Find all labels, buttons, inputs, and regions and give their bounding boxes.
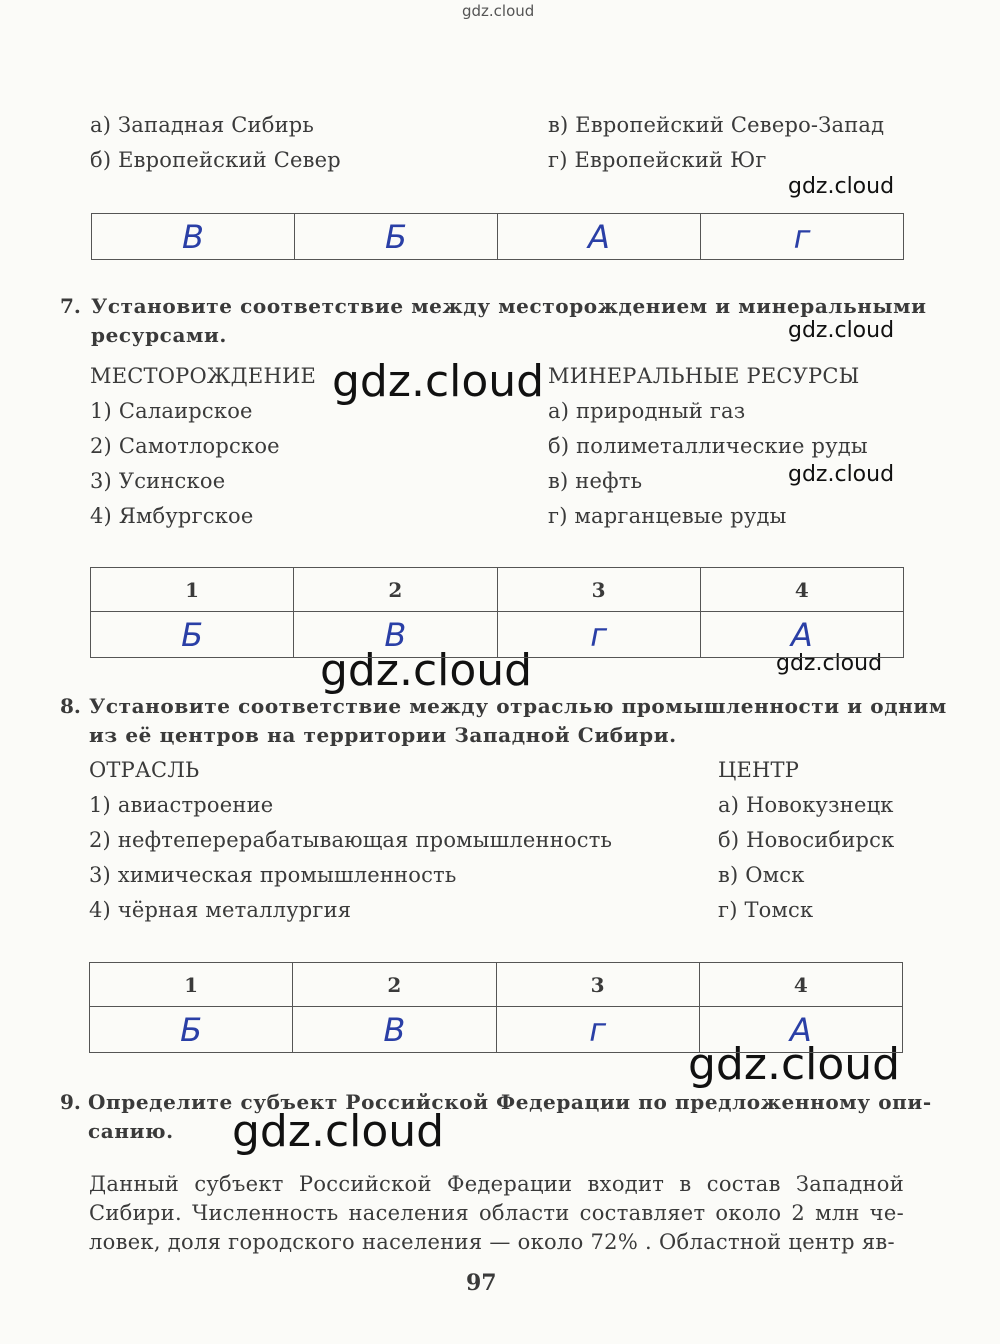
q7-answer-2: В: [294, 612, 497, 658]
q6-option-a: а) Западная Сибирь: [90, 113, 315, 137]
q8-right-item: г) Томск: [718, 898, 814, 922]
q7-answer-4: А: [700, 612, 903, 658]
watermark: gdz.cloud: [232, 1106, 445, 1157]
q9-text-line1: Определите субъект Российской Федерации по предложенному опи-: [88, 1090, 932, 1114]
q7-number: 7.: [60, 294, 81, 318]
q7-text-line2: ресурсами.: [91, 323, 227, 347]
q6-option-b: б) Европейский Север: [90, 148, 341, 172]
q8-table-header: 1: [90, 963, 293, 1007]
q6-answer-3: А: [498, 214, 701, 260]
q7-table-header: 3: [497, 568, 700, 612]
watermark: gdz.cloud: [688, 1039, 901, 1090]
q8-text-line2: из её центров на территории Западной Сибири.: [89, 723, 677, 747]
watermark: gdz.cloud: [776, 651, 883, 676]
q8-answer-table: [89, 962, 903, 1053]
q7-right-item: в) нефть: [548, 469, 643, 493]
q6-answer-4: г: [701, 214, 904, 260]
q8-left-item: 4) чёрная металлургия: [89, 898, 352, 922]
q8-answer-3: г: [496, 1007, 699, 1053]
watermark: gdz.cloud: [320, 645, 533, 696]
q7-table-header: 2: [294, 568, 497, 612]
q8-answer-2: В: [293, 1007, 496, 1053]
q8-table-header: 4: [699, 963, 902, 1007]
q7-left-item: 1) Салаирское: [90, 399, 253, 423]
q8-right-item: а) Новокузнецк: [718, 793, 894, 817]
watermark: gdz.cloud: [788, 318, 895, 343]
q7-answer-3: г: [497, 612, 700, 658]
q8-left-item: 2) нефтеперерабатывающая промышленность: [89, 828, 613, 852]
q9-number: 9.: [60, 1090, 81, 1114]
q9-description: Данный субъект Российской Федерации входит в состав Западной Сибири. Численность населения области составляет около 2 млн че-ловек, доля городского населения — около 72% . Областной центр яв-: [89, 1172, 904, 1254]
q7-left-header: МЕСТОРОЖДЕНИЕ: [90, 364, 317, 388]
q6-answer-2: Б: [295, 214, 498, 260]
q6-answer-table: [91, 213, 904, 260]
q7-right-item: б) полиметаллические руды: [548, 434, 868, 458]
q8-left-header: ОТРАСЛЬ: [89, 758, 200, 782]
q7-right-item: г) марганцевые руды: [548, 504, 787, 528]
watermark: gdz.cloud: [788, 174, 895, 199]
watermark-top: gdz.cloud: [462, 2, 535, 20]
q6-option-v: в) Европейский Северо-Запад: [548, 113, 885, 137]
q8-right-header: ЦЕНТР: [718, 758, 800, 782]
q7-table-header: 4: [700, 568, 903, 612]
q7-answer-table: [90, 567, 904, 658]
q7-left-item: 3) Усинское: [90, 469, 226, 493]
watermark: gdz.cloud: [332, 356, 545, 407]
q8-answer-4: А: [699, 1007, 902, 1053]
q6-answer-1: В: [92, 214, 295, 260]
q9-text-line2: санию.: [88, 1119, 174, 1143]
q8-right-item: в) Омск: [718, 863, 805, 887]
q8-left-item: 1) авиастроение: [89, 793, 274, 817]
q8-left-item: 3) химическая промышленность: [89, 863, 457, 887]
q8-right-item: б) Новосибирск: [718, 828, 895, 852]
q7-table-header: 1: [91, 568, 294, 612]
q8-number: 8.: [60, 694, 81, 718]
q7-right-header: МИНЕРАЛЬНЫЕ РЕСУРСЫ: [548, 364, 860, 388]
q7-answer-1: Б: [91, 612, 294, 658]
q8-table-header: 2: [293, 963, 496, 1007]
q8-text-line1: Установите соответствие между отраслью промышленности и одним: [89, 694, 947, 718]
watermark: gdz.cloud: [788, 462, 895, 487]
q7-text-line1: Установите соответствие между месторождением и минеральными: [91, 294, 927, 318]
q6-option-g: г) Европейский Юг: [548, 148, 767, 172]
page-number: 97: [466, 1270, 497, 1296]
q7-left-item: 4) Ямбургское: [90, 504, 254, 528]
q7-left-item: 2) Самотлорское: [90, 434, 280, 458]
q7-right-item: а) природный газ: [548, 399, 746, 423]
q8-table-header: 3: [496, 963, 699, 1007]
q8-answer-1: Б: [90, 1007, 293, 1053]
